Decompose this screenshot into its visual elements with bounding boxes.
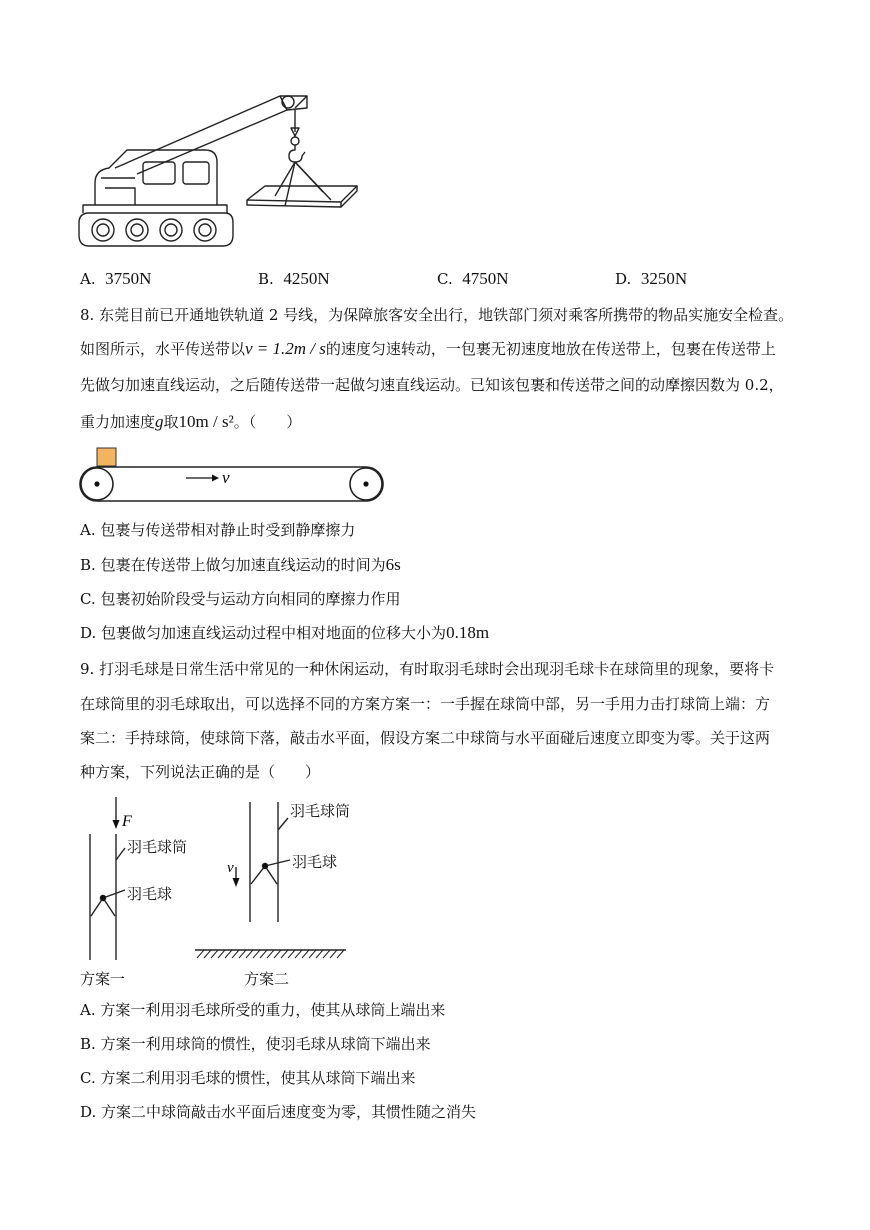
q8-stem-line-1: 8. 东莞目前已开通地铁轨道 2 号线，为保障旅客安全出行，地铁部门须对乘客所携带的物品实施安全检查。 bbox=[80, 306, 794, 324]
velocity-arrow-icon bbox=[186, 475, 219, 482]
q7-option-a[interactable]: A. 3750N bbox=[80, 269, 152, 288]
q7-option-c[interactable]: C. 4750N bbox=[437, 269, 509, 288]
shuttlecock-2 bbox=[262, 863, 268, 869]
conveyor-belt-figure bbox=[78, 445, 388, 505]
q8-option-a[interactable]: A. 包裹与传送带相对静止时受到静摩擦力 bbox=[80, 521, 356, 539]
q8-stem-line-2: 如图所示，水平传送带以v = 1.2m / s的速度匀速转动，一包裹无初速度地放在传送带上，包裹在传送带上 bbox=[80, 339, 776, 358]
shuttle-label-1: 羽毛球 bbox=[127, 885, 173, 903]
velocity-label: v bbox=[227, 860, 234, 876]
q8-option-b[interactable]: B. 包裹在传送带上做匀加速直线运动的时间为6s bbox=[80, 555, 401, 574]
q9-option-a[interactable]: A. 方案一利用羽毛球所受的重力，使其从球筒上端出来 bbox=[80, 1001, 446, 1019]
q7-option-d[interactable]: D. 3250N bbox=[615, 269, 688, 288]
badminton-tube-figure bbox=[70, 792, 360, 992]
q9-stem-line-3: 案二：手持球筒，使球筒下落，敲击水平面，假设方案二中球筒与水平面碰后速度立即变为零。关于这两 bbox=[80, 729, 771, 747]
crane-figure bbox=[75, 88, 365, 253]
package-box bbox=[97, 448, 116, 466]
q9-option-b[interactable]: B. 方案一利用球筒的惯性，使羽毛球从球筒下端出来 bbox=[80, 1035, 431, 1053]
q7-option-b[interactable]: B. 4250N bbox=[258, 269, 330, 288]
belt-velocity-label: v bbox=[222, 468, 230, 487]
caption-scheme-2: 方案二 bbox=[244, 970, 290, 988]
q9-stem-line-2: 在球筒里的羽毛球取出，可以选择不同的方案方案一：一手握在球筒中部，另一手用力击打球筒上端：方 bbox=[80, 695, 771, 713]
force-arrow-icon bbox=[113, 820, 120, 829]
q8-stem-line-3: 先做匀加速直线运动，之后随传送带一起做匀速直线运动。已知该包裹和传送带之间的动摩擦因数为 0.2， bbox=[80, 376, 784, 394]
q8-stem-line-4: 重力加速度g取10m / s²。（ ） bbox=[80, 412, 302, 431]
q8-option-d[interactable]: D. 包裹做匀加速直线运动过程中相对地面的位移大小为0.18m bbox=[80, 623, 490, 642]
q9-stem-line-1: 9. 打羽毛球是日常生活中常见的一种休闲运动，有时取羽毛球时会出现羽毛球卡在球筒里的现象，要将卡 bbox=[80, 660, 775, 678]
velocity-arrow-icon bbox=[233, 878, 240, 887]
caption-scheme-1: 方案一 bbox=[80, 970, 126, 988]
tube-label-1: 羽毛球筒 bbox=[127, 838, 188, 856]
tube-label-2: 羽毛球筒 bbox=[290, 802, 351, 820]
shuttle-label-2: 羽毛球 bbox=[292, 853, 338, 871]
q9-option-c[interactable]: C. 方案二利用羽毛球的惯性，使其从球筒下端出来 bbox=[80, 1069, 416, 1087]
shuttlecock-1 bbox=[100, 895, 106, 901]
force-label: F bbox=[122, 813, 132, 830]
q9-option-d[interactable]: D. 方案二中球筒敲击水平面后速度变为零，其惯性随之消失 bbox=[80, 1103, 477, 1121]
q8-option-c[interactable]: C. 包裹初始阶段受与运动方向相同的摩擦力作用 bbox=[80, 590, 401, 608]
q9-stem-line-4: 种方案，下列说法正确的是（ ） bbox=[80, 763, 321, 781]
q8-speed-value: v = 1.2m / s bbox=[245, 339, 326, 358]
